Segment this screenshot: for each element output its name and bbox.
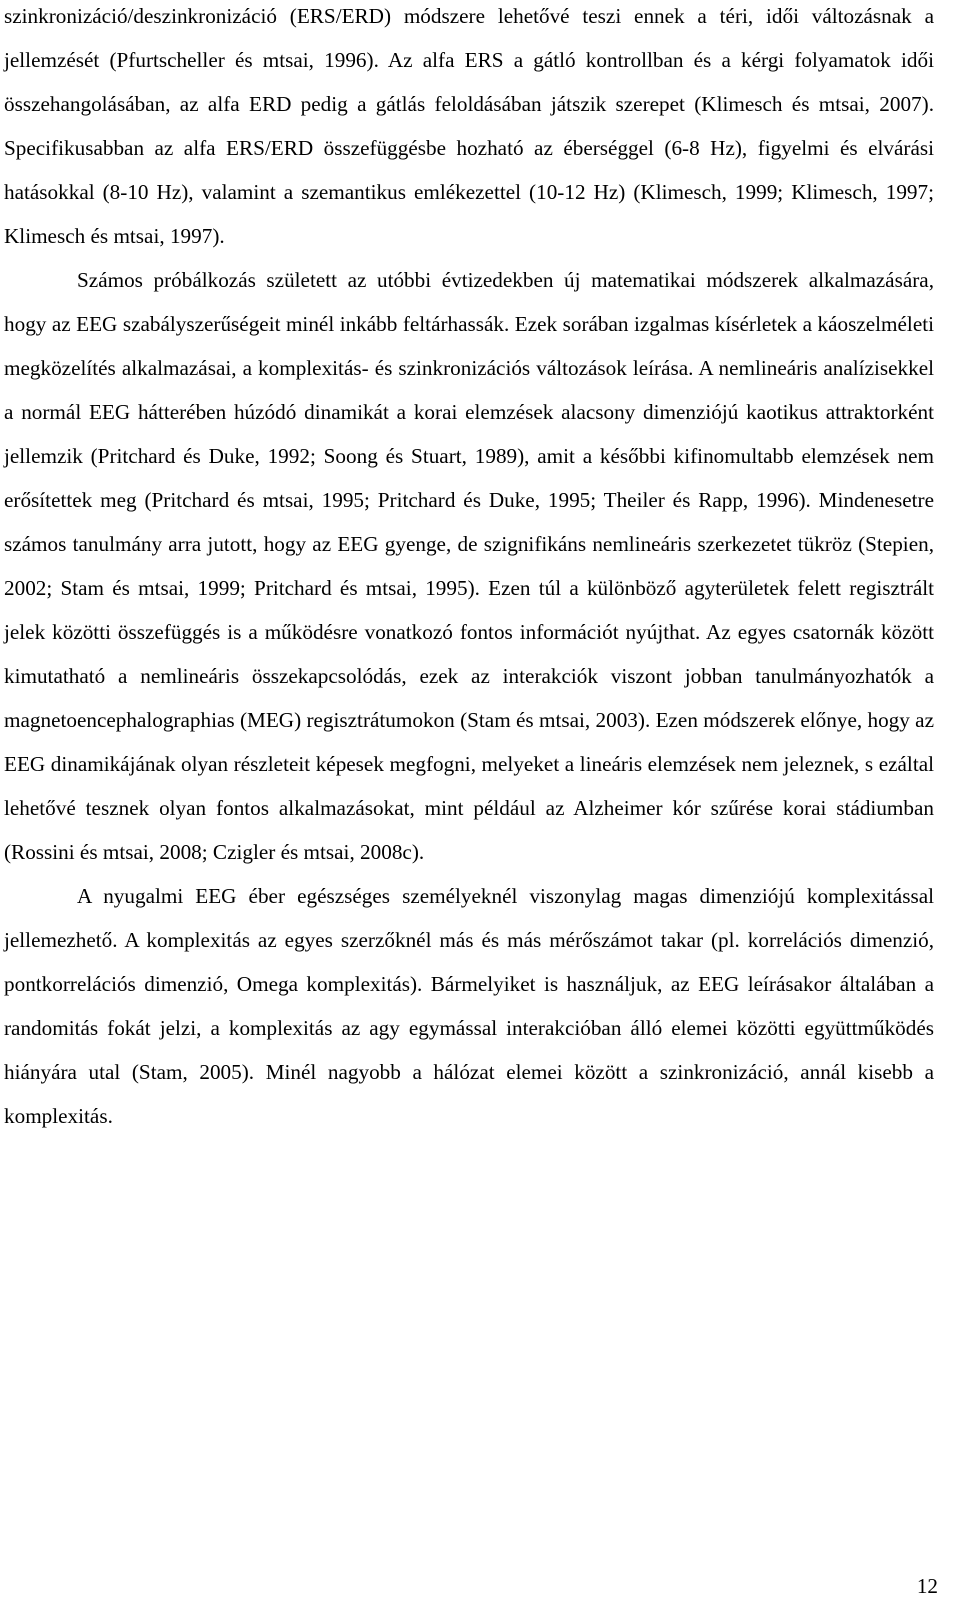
page-number: 12: [916, 1574, 938, 1598]
paragraph-3: A nyugalmi EEG éber egészséges személyeknél viszonylag magas dimenziójú komplexitással jellemezhető. A komplexitás az egyes szerzőknél más és más mérőszámot takar (pl. korrelációs dimenzió, pontkorrelációs dimenzió, Omega komplexitás). Bármelyiket is használjuk, az EEG leírásakor általában a randomitás fokát jelzi, a komplexitás az agy egymással interakcióban álló elemei közötti együttműködés hiányára utal (Stam, 2005). Minél nagyobb a hálózat elemei között a szinkronizáció, annál kisebb a komplexitás.: [4, 884, 934, 1128]
body-text: [4, 0, 934, 1138]
paragraph-2: Számos próbálkozás született az utóbbi évtizedekben új matematikai módszerek alkalmazására, hogy az EEG szabályszerűségeit minél inkább feltárhassák. Ezek sorában izgalmas kísérletek a káoszelméleti megközelítés alkalmazásai, a komplexitás- és szinkronizációs változások leírása. A nemlineáris analízisekkel a normál EEG hátterében húzódó dinamikát a korai elemzések alacsony dimenziójú kaotikus attraktorként jellemzik (Pritchard és Duke, 1992; Soong és Stuart, 1989), amit a későbbi kifinomultabb elemzések nem erősítettek meg (Pritchard és mtsai, 1995; Pritchard és Duke, 1995; Theiler és Rapp, 1996). Mindenesetre számos tanulmány arra jutott, hogy az EEG gyenge, de szignifikáns nemlineáris szerkezetet tükröz (Stepien, 2002; Stam és mtsai, 1999; Pritchard és mtsai, 1995). Ezen túl a különböző agyterületek felett regisztrált jelek közötti összefüggés is a működésre vonatkozó fontos információt nyújthat. Az egyes csatornák között kimutatható a nemlineáris összekapcsolódás, ezek az interakciók viszont jobban tanulmányozhatók a magnetoencephalographias (MEG) regisztrátumokon (Stam és mtsai, 2003). Ezen módszerek előnye, hogy az EEG dinamikájának olyan részleteit képesek megfogni, melyeket a lineáris elemzések nem jeleznek, s ezáltal lehetővé tesznek olyan fontos alkalmazásokat, mint például az Alzheimer kór szűrése korai stádiumban (Rossini és mtsai, 2008; Czigler és mtsai, 2008c).: [4, 268, 934, 864]
paragraph-1: szinkronizáció/deszinkronizáció (ERS/ERD) módszere lehetővé teszi ennek a téri, idői változásnak a jellemzését (Pfurtscheller és mtsai, 1996). Az alfa ERS a gátló kontrollban és a kérgi folyamatok idői összehangolásában, az alfa ERD pedig a gátlás feloldásában játszik szerepet (Klimesch és mtsai, 2007). Specifikusabban az alfa ERS/ERD összefüggésbe hozható az éberséggel (6-8 Hz), figyelmi és elvárási hatásokkal (8-10 Hz), valamint a szemantikus emlékezettel (10-12 Hz) (Klimesch, 1999; Klimesch, 1997; Klimesch és mtsai, 1997).: [4, 4, 934, 248]
